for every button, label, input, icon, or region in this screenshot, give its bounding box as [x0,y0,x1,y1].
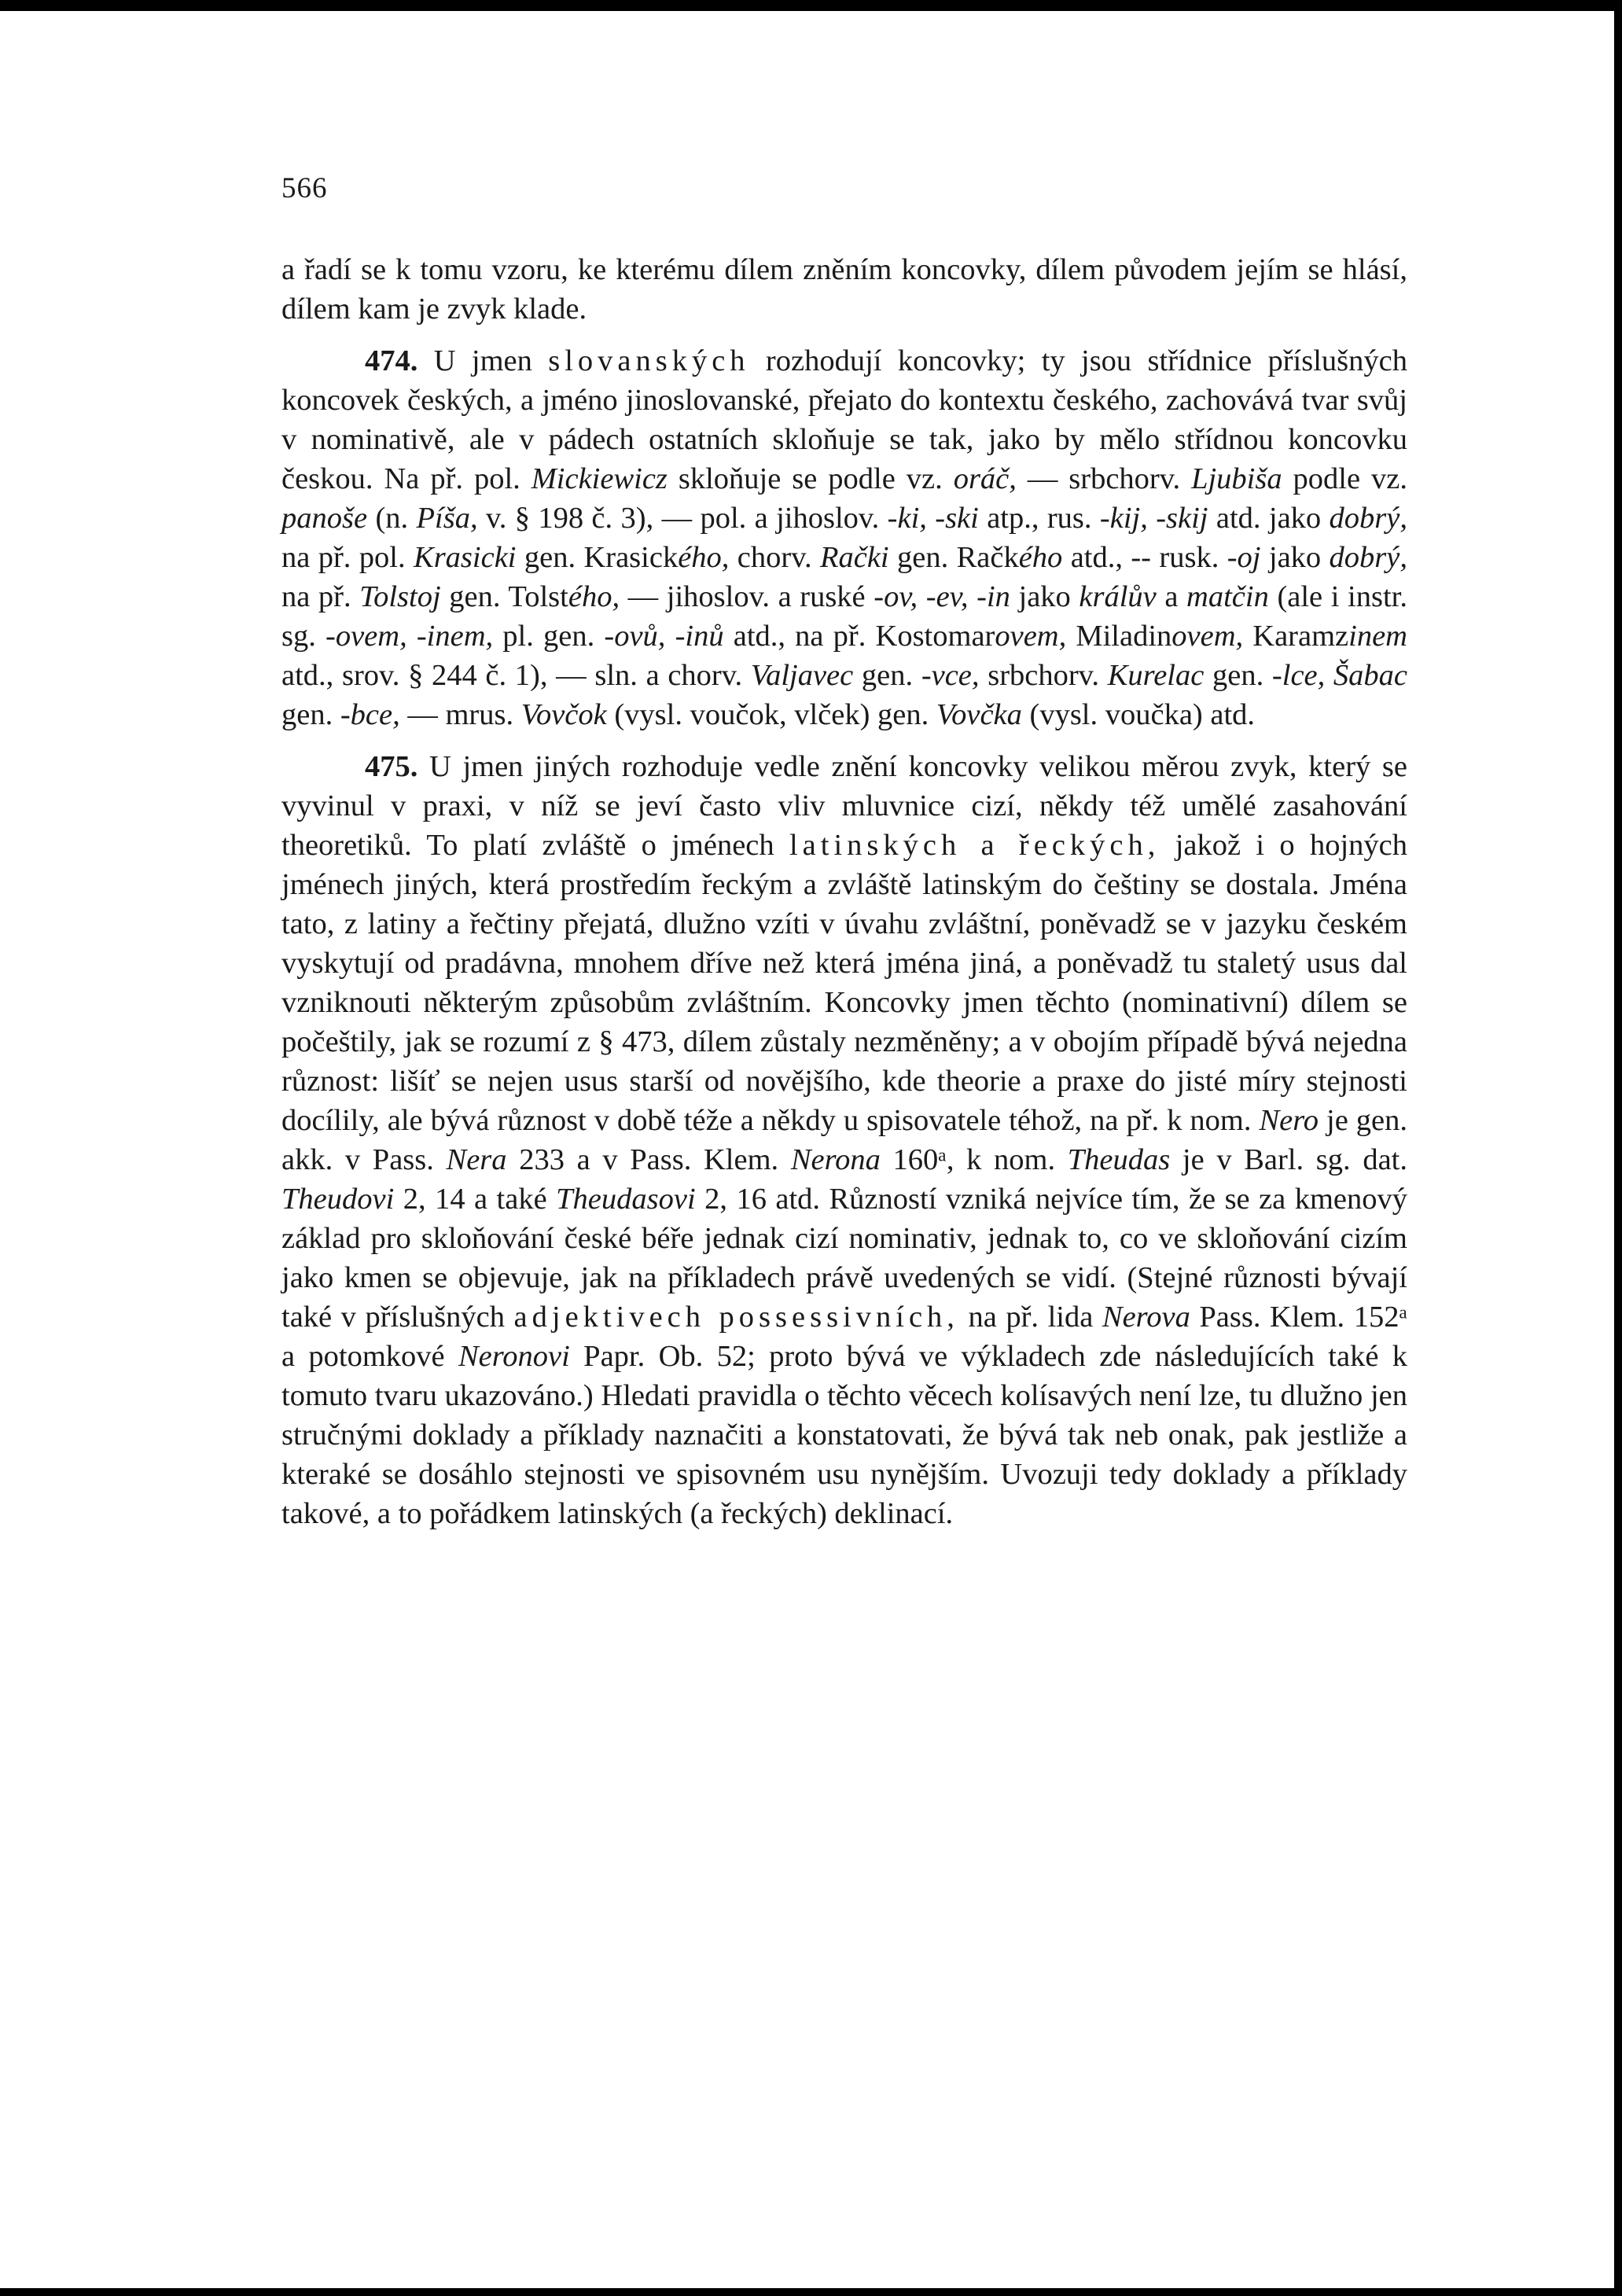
spaced-term: slovanských [548,344,750,377]
scan-border-top [0,0,1622,11]
spaced-term: adjektivech possessivních, [513,1301,959,1334]
page-number: 566 [281,172,328,204]
section-number: 475. [365,750,418,783]
paragraph-474: 474. U jmen slovanských rozhodují koncovky; ty jsou střídnice příslušných koncovek českých, a jméno jinoslovanské, přejato do kontextu českého, zachovává tvar svůj v nominativě, ale v pádech ostatních skloňuje se tak, jako by mělo střídnou koncovku českou. Na př. pol. Mickiewicz skloňuje se podle vz. oráč, — srbchorv. Ljubiša podle vz. panoše (n. Píša, v. § 198 č. 3), — pol. a jihoslov. -ki, -ski atp., rus. -kij, -skij atd. jako dobrý, na př. pol. Krasicki gen. Krasického, chorv. Rački gen. Račkého atd., -- rusk. -oj jako dobrý, na př. Tolstoj gen. Tolstého, — jihoslov. a ruské -ov, -ev, -in jako králův a matčin (ale i instr. sg. -ovem, -inem, pl. gen. -ovů, -inů atd., na př. Kostomarovem, Miladinovem, Karamzinem atd., srov. § 244 č. 1), — sln. a chorv. Valjavec gen. -vce, srbchorv. Kurelac gen. -lce, Šabac gen. -bce, — mrus. Vovčok (vysl. voučok, vlček) gen. Vovčka (vysl. voučka) atd. [281,344,1408,731]
scan-border-right [1614,0,1622,2296]
paragraph-475: 475. U jmen jiných rozhoduje vedle znění koncovky velikou měrou zvyk, který se vyvinul v praxi, v níž se jeví často vliv mluvnice cizí, někdy též umělé zasahování theoretiků. To platí zvláště o jménech latinských a řeckých, jakož i o hojných jménech jiných, která prostředím řeckým a zvláště latinským do češtiny se dostala. Jména tato, z latiny a řečtiny přejatá, dlužno vzíti v úvahu zvláštní, poněvadž se v jazyku českém vyskytují od pradávna, mnohem dříve než která jména jiná, a poněvadž tu staletý usus dal vzniknouti některým způsobům zvláštním. Koncovky jmen těchto (nominativní) dílem se počeštily, jak se rozumí z § 473, dílem zůstaly nezměněny; a v obojím případě bývá nejedna různost: lišíť se nejen usus starší od novějšího, kde theorie a praxe do jisté míry stejnosti docílily, ale bývá různost v době téže a někdy u spisovatele téhož, na př. k nom. Nero je gen. akk. v Pass. Nera 233 a v Pass. Klem. Nerona 160ᵃ, k nom. Theudas je v Barl. sg. dat. Theudovi 2, 14 a také Theudasovi 2, 16 atd. Růzností vzniká nejvíce tím, že se za kmenový základ pro skloňování české béře jednak cizí nominativ, jednak to, co ve skloňování cizím jako kmen se objevuje, jak na příkladech právě uvedených se vidí. (Stejné různosti bývají také v příslušných adjektivech possessivních, na př. lida Nerova Pass. Klem. 152ᵃ a potomkové Neronovi Papr. Ob. 52; proto bývá ve výkladech zde následujících také k tomuto tvaru ukazováno.) Hledati pravidla o těchto věcech kolísavých není lze, tu dlužno jen stručnými doklady a příklady naznačiti a konstatovati, že bývá tak neb onak, pak jestliže a kteraké se dosáhlo stejnosti ve spisovném usu nynějším. Uvozuji tedy doklady a příklady takové, a to pořádkem latinských (a řeckých) deklinací. [281,750,1408,1530]
scan-border-bottom [0,2288,1622,2296]
section-number: 474. [365,344,418,377]
paragraph-continuation: a řadí se k tomu vzoru, ke kterému dílem zněním koncovky, dílem původem jejím se hlásí, dílem kam je zvyk klade. [281,253,1407,326]
spaced-term: latinských a řeckých, [789,829,1160,862]
body-text [281,250,1407,1546]
